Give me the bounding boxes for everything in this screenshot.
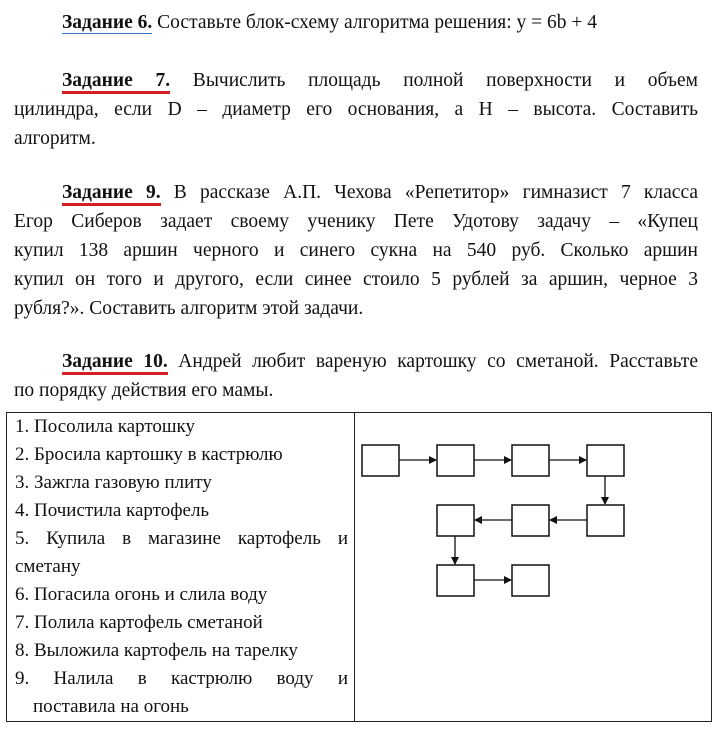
diagram-box-4 <box>587 445 624 476</box>
step-6: 6. Погасила огонь и слила воду <box>15 584 268 605</box>
diagram-box-3 <box>512 445 549 476</box>
task-10-line-2: по порядку действия его мамы. <box>14 380 274 401</box>
diagram-box-7 <box>437 505 474 536</box>
order-diagram-svg <box>355 413 710 721</box>
step-5: 5. Купила в магазине картофель и <box>15 528 348 549</box>
task-6-text: Составьте блок-схему алгоритма решения: y = 6b + 4 <box>152 12 598 33</box>
step-7: 7. Полила картофель сметаной <box>15 612 263 633</box>
steps-list <box>7 413 355 722</box>
task-7-line-3: алгоритм. <box>14 128 96 149</box>
task-10 <box>14 347 698 405</box>
diagram-box-5 <box>587 505 624 536</box>
task-10-line-1: Андрей любит вареную картошку со сметаной. Расставьте <box>167 351 698 372</box>
task-9 <box>14 178 698 323</box>
task-6-label: Задание 6. <box>62 12 153 33</box>
diagram-box-6 <box>512 505 549 536</box>
step-8: 8. Выложила картофель на тарелку <box>15 640 298 661</box>
diagram-box-9 <box>512 565 549 596</box>
task-7 <box>14 66 698 153</box>
task-10-label: Задание 10. <box>62 351 168 375</box>
task-9-line-4: купил он того и другого, если синее стоило 5 рублей за аршин, черное 3 <box>14 269 698 290</box>
task-9-line-1: В рассказе А.П. Чехова «Репетитор» гимназист 7 класса <box>160 182 698 203</box>
step-5-continued: сметану <box>15 556 81 577</box>
step-9-continued: поставила на огонь <box>33 696 189 717</box>
diagram-box-2 <box>437 445 474 476</box>
diagram-box-8 <box>437 565 474 596</box>
step-3: 3. Зажгла газовую плиту <box>15 472 212 493</box>
step-9: 9. Налила в кастрюлю воду и <box>15 668 348 689</box>
task-9-line-2: Егор Сиберов задает своему ученику Пете Удотову задачу – «Купец <box>14 211 698 232</box>
step-1: 1. Посолила картошку <box>15 416 195 437</box>
steps-table <box>6 412 712 722</box>
diagram-box-1 <box>362 445 399 476</box>
step-2: 2. Бросила картошку в кастрюлю <box>15 444 283 465</box>
task-6 <box>14 8 698 37</box>
task-9-line-5: рубля?». Составить алгоритм этой задачи. <box>14 298 364 319</box>
order-diagram <box>355 413 712 722</box>
task-9-line-3: купил 138 аршин черного и синего сукна на 540 руб. Сколько аршин <box>14 240 698 261</box>
task-9-label: Задание 9. <box>62 182 161 206</box>
step-4: 4. Почистила картофель <box>15 500 210 521</box>
task-7-label: Задание 7. <box>62 70 170 94</box>
task-7-line-2: цилиндра, если D – диаметр его основания, а H – высота. Составить <box>14 99 698 120</box>
task-7-line-1: Вычислить площадь полной поверхности и объем <box>170 70 698 91</box>
